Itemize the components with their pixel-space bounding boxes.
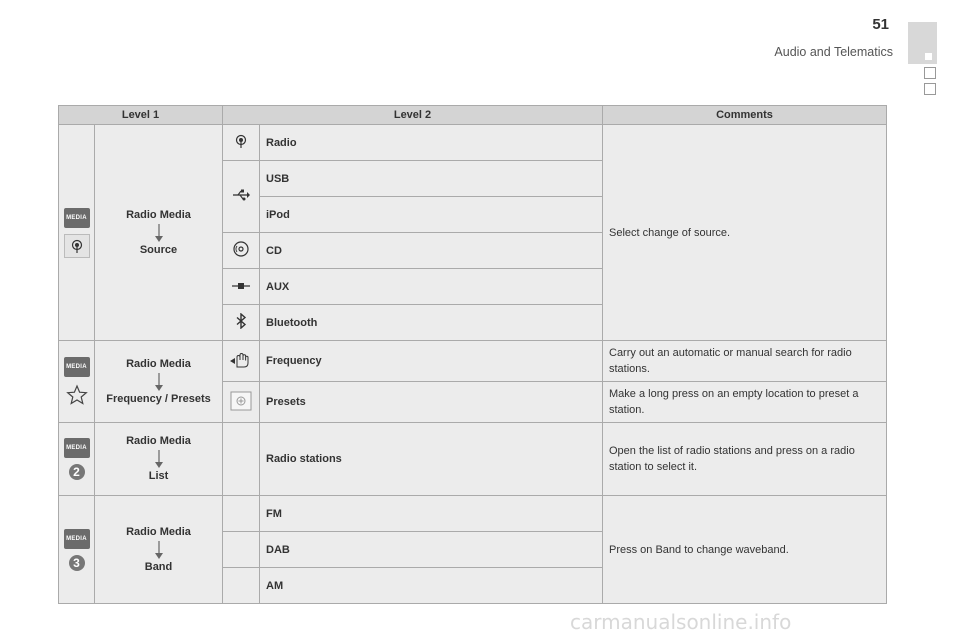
table-header-row (59, 106, 887, 125)
watermark: carmanualsonline.info (570, 610, 792, 634)
item-icon-cell (223, 496, 260, 532)
number-3-icon: 3 (69, 555, 85, 571)
level2-label: Radio (260, 125, 603, 161)
arrow-down-icon (155, 541, 163, 559)
chapter-box (924, 83, 936, 95)
level1-bottom: Frequency / Presets (106, 392, 211, 405)
item-icon-cell (223, 125, 260, 161)
level2-label: CD (260, 233, 603, 269)
item-icon-cell (223, 161, 260, 233)
arrow-down-icon (155, 373, 163, 391)
level1-top: Radio Media (126, 435, 191, 447)
level1-label (95, 125, 223, 341)
level2-label: Presets (260, 382, 603, 423)
page-number: 51 (872, 16, 889, 33)
media-button-icon: MEDIA (64, 529, 90, 549)
table-row (59, 496, 887, 532)
level2-label: FM (260, 496, 603, 532)
level2-label: Bluetooth (260, 305, 603, 341)
arrow-down-icon (155, 450, 163, 468)
item-icon-cell (223, 341, 260, 382)
level2-label: Frequency (260, 341, 603, 382)
comment-cell: Carry out an automatic or manual search for radio stations. (603, 341, 887, 382)
item-icon-cell (223, 423, 260, 496)
chapter-tab (908, 22, 937, 64)
comment-cell: Press on Band to change waveband. (603, 496, 887, 604)
level1-top: Radio Media (126, 525, 191, 538)
chapter-box (924, 67, 936, 79)
header-level1: Level 1 (59, 106, 223, 125)
section-title: Audio and Telematics (774, 45, 893, 59)
item-icon-cell (223, 305, 260, 341)
media-button-icon: MEDIA (64, 357, 90, 377)
level2-label: DAB (260, 532, 603, 568)
usb-icon (232, 189, 250, 201)
level2-label: Radio stations (260, 423, 603, 496)
comment-cell: Open the list of radio stations and press on a radio station to select it. (603, 423, 887, 496)
level1-top: Radio Media (126, 208, 191, 221)
level2-label: iPod (260, 197, 603, 233)
comment-cell: Make a long press on an empty location to preset a station. (603, 382, 887, 423)
presets-icon (230, 391, 252, 411)
level1-label (95, 423, 223, 496)
radio-source-icon (64, 234, 90, 258)
radio-icon (233, 133, 249, 149)
menu-table (58, 105, 887, 604)
item-icon-cell (223, 382, 260, 423)
level1-icons (59, 125, 95, 341)
arrow-down-icon (155, 224, 163, 242)
media-button-icon: MEDIA (64, 438, 90, 458)
item-icon-cell (223, 269, 260, 305)
level1-icons (59, 341, 95, 423)
item-icon-cell (223, 532, 260, 568)
level1-bottom: List (148, 470, 169, 482)
header-level2: Level 2 (223, 106, 603, 125)
header-comments: Comments (603, 106, 887, 125)
comment-cell: Select change of source. (603, 125, 887, 341)
level2-label: USB (260, 161, 603, 197)
table-row (59, 125, 887, 161)
level1-bottom: Source (139, 243, 178, 256)
item-icon-cell (223, 568, 260, 604)
aux-icon (232, 282, 250, 290)
level1-icons (59, 423, 95, 496)
bluetooth-icon (235, 313, 247, 329)
cd-icon (233, 241, 249, 257)
item-icon-cell (223, 233, 260, 269)
number-2-icon: 2 (69, 464, 85, 480)
level1-bottom: Band (144, 560, 173, 573)
level2-label: AM (260, 568, 603, 604)
level1-icons (59, 496, 95, 604)
chapter-tab-mark (925, 53, 932, 60)
level1-label (95, 496, 223, 604)
level2-label: AUX (260, 269, 603, 305)
level1-top: Radio Media (126, 357, 191, 370)
table-row (59, 423, 887, 496)
level1-label (95, 341, 223, 423)
media-button-icon: MEDIA (64, 208, 90, 228)
table-row (59, 341, 887, 382)
star-icon (64, 383, 90, 407)
frequency-hand-icon (230, 352, 252, 368)
